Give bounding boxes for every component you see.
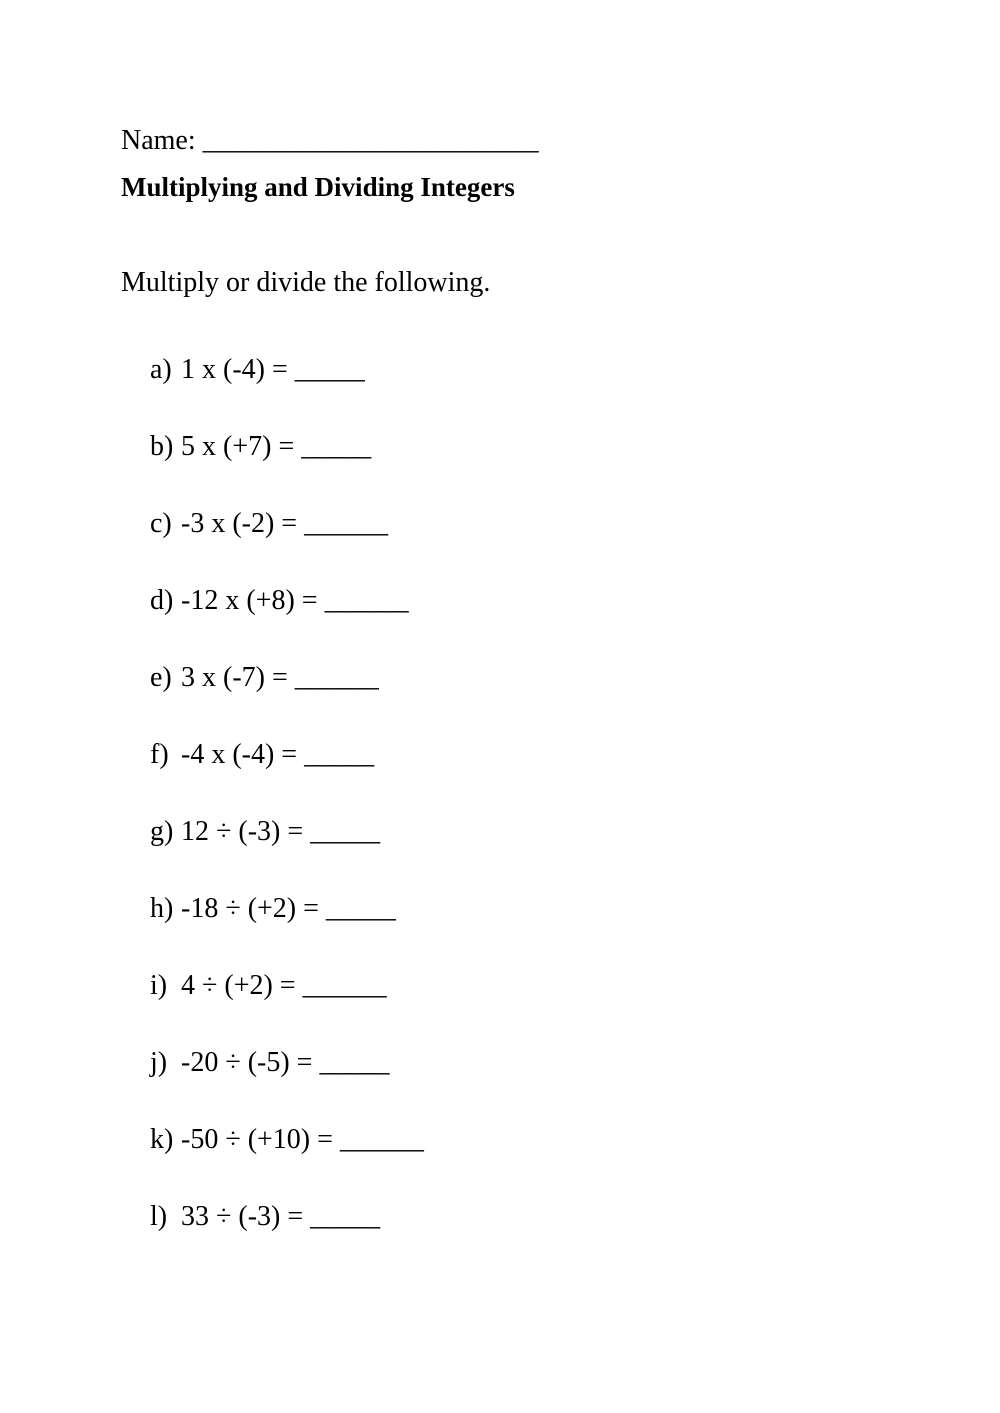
problem-row-d xyxy=(150,586,940,616)
problem-label: k) xyxy=(150,1124,174,1155)
answer-blank[interactable]: _____ xyxy=(310,816,381,847)
problem-label: j) xyxy=(150,1047,168,1078)
problem-label: f) xyxy=(150,739,169,770)
problem-expression: 4 ÷ (+2) = xyxy=(181,970,296,1001)
problem-row-f xyxy=(150,740,940,770)
problem-expression: -50 ÷ (+10) = xyxy=(181,1124,333,1155)
problem-label: l) xyxy=(150,1201,168,1232)
problem-row-g xyxy=(150,817,940,847)
problem-label: i) xyxy=(150,970,168,1001)
problem-expression: -12 x (+8) = xyxy=(181,585,318,616)
problem-label: c) xyxy=(150,508,172,539)
problem-row-c xyxy=(150,509,940,539)
page-title: Multiplying and Dividing Integers xyxy=(121,172,515,202)
name-label: Name: xyxy=(121,125,196,156)
answer-blank[interactable]: ______ xyxy=(304,508,389,539)
answer-blank[interactable]: ______ xyxy=(302,970,387,1001)
answer-blank[interactable]: ______ xyxy=(294,662,379,693)
problem-expression: -4 x (-4) = xyxy=(181,739,298,770)
instructions-text: Multiply or divide the following. xyxy=(121,267,491,298)
problem-label: e) xyxy=(150,662,172,693)
problem-expression: 1 x (-4) = xyxy=(181,354,288,385)
problem-row-j xyxy=(150,1048,940,1078)
problem-expression: 33 ÷ (-3) = xyxy=(181,1201,304,1232)
problem-row-b xyxy=(150,432,940,462)
problem-row-e xyxy=(150,663,940,693)
problem-expression: -20 ÷ (-5) = xyxy=(181,1047,313,1078)
name-row xyxy=(121,124,940,157)
problem-label: d) xyxy=(150,585,174,616)
name-blank[interactable]: ________________________ xyxy=(202,125,539,156)
problem-expression: 5 x (+7) = xyxy=(181,431,295,462)
answer-blank[interactable]: _____ xyxy=(294,354,365,385)
problem-expression: 12 ÷ (-3) = xyxy=(181,816,304,847)
answer-blank[interactable]: ______ xyxy=(324,585,409,616)
problem-label: a) xyxy=(150,354,172,385)
problem-row-k xyxy=(150,1125,940,1155)
answer-blank[interactable]: _____ xyxy=(301,431,372,462)
answer-blank[interactable]: _____ xyxy=(304,739,375,770)
problem-expression: -3 x (-2) = xyxy=(181,508,298,539)
problem-row-a xyxy=(150,355,940,385)
problem-expression: -18 ÷ (+2) = xyxy=(181,893,319,924)
problem-label: g) xyxy=(150,816,174,847)
problem-row-l xyxy=(150,1202,940,1232)
problem-row-h xyxy=(150,894,940,924)
answer-blank[interactable]: _____ xyxy=(310,1201,381,1232)
problems-list xyxy=(150,355,940,1232)
problem-row-i xyxy=(150,971,940,1001)
answer-blank[interactable]: _____ xyxy=(319,1047,390,1078)
answer-blank[interactable]: _____ xyxy=(325,893,396,924)
problem-expression: 3 x (-7) = xyxy=(181,662,288,693)
answer-blank[interactable]: ______ xyxy=(339,1124,424,1155)
problem-label: b) xyxy=(150,431,174,462)
problem-label: h) xyxy=(150,893,174,924)
